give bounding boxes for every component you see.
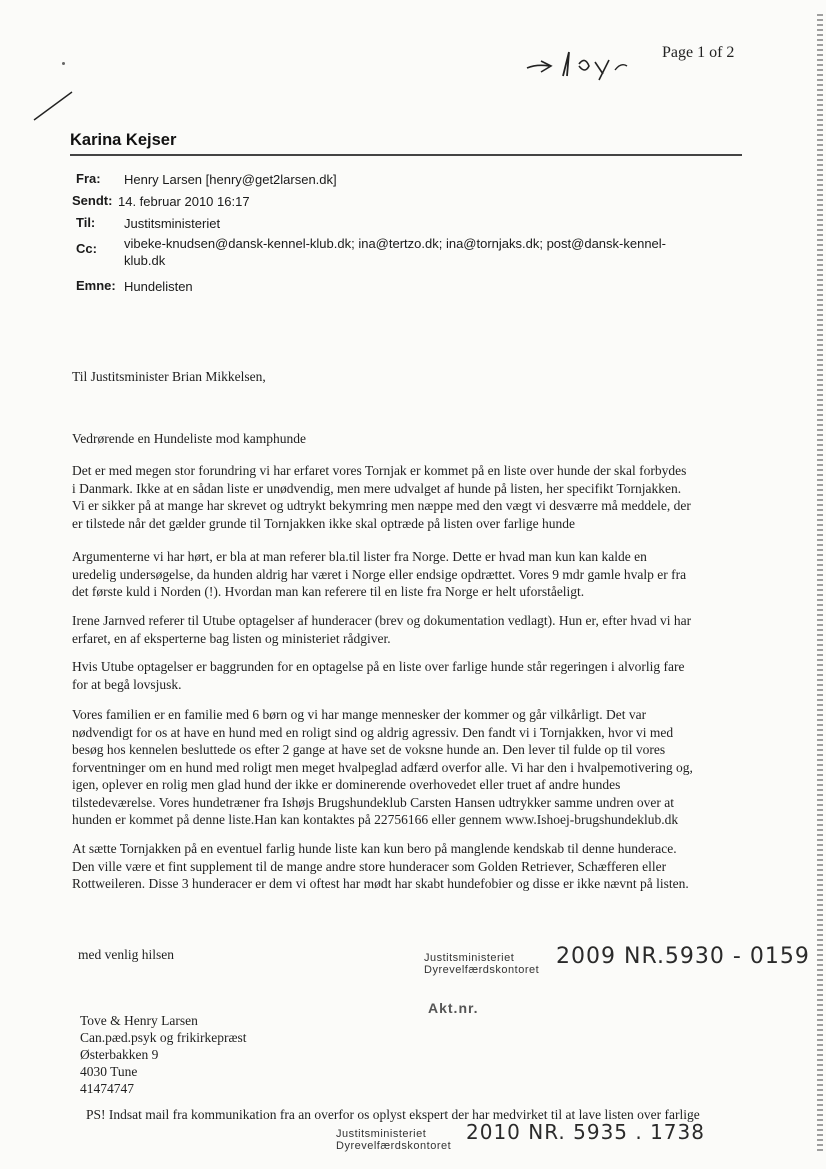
- text-line: uredelig undersøgelse, da hunden aldrig har været i Norge eller endsige opdrættet. Vores 9 mdr gamle hvalp er fra: [72, 566, 687, 582]
- paragraph: [72, 706, 752, 829]
- sender-name: Karina Kejser: [70, 131, 177, 149]
- header-value: Justitsministeriet: [124, 216, 221, 231]
- text-line: for at begå lovsjusk.: [72, 676, 182, 692]
- signature-line: Can.pæd.psyk og frikirkepræst: [80, 1030, 247, 1045]
- scan-edge-marks: [817, 14, 823, 1154]
- handwritten-annotation: [523, 42, 643, 82]
- text-line: igen, oplever en rolig men glad hund der ikke er dominerende overhovedet eller truet af andre hundes: [72, 777, 621, 792]
- header-value: Henry Larsen [henry@get2larsen.dk]: [124, 172, 337, 187]
- text-line: Vi er sikker på at mange har skrevet og udtrykt bekymring men næppe med den vægt vi desværre må meddele, der: [72, 498, 691, 513]
- cc-line: klub.dk: [124, 253, 166, 268]
- handwritten-slash-mark: [28, 86, 78, 126]
- text-line: i Danmark. Ikke at en sådan liste er unødvendig, men mere udvalget af hunde på listen, her specifikt Tornjakken.: [72, 480, 682, 496]
- paragraph: [72, 612, 752, 647]
- header-label: Cc:: [76, 241, 97, 256]
- scan-speck: [62, 62, 65, 65]
- text-line: erfaret, en af eksperterne bag listen og ministeriet rådgiver.: [72, 630, 391, 646]
- text-line: Hvis Utube optagelser er baggrunden for en optagelse på en liste over farlige hunde står regeringen i alvorlig fare: [72, 659, 685, 674]
- text-line: det første kuld i Norden (!). Hvordan man kan referere til en liste fra Norge er helt uforståeligt.: [72, 584, 585, 599]
- cc-line: vibeke-knudsen@dansk-kennel-klub.dk; ina@tertzo.dk; ina@tornjaks.dk; post@dansk-kennel-: [124, 236, 667, 251]
- subject-line: Vedrørende en Hundeliste mod kamphunde: [72, 431, 306, 446]
- header-value: [124, 235, 714, 269]
- text-line: tilstedeværelse. Vores hundetræner fra Ishøjs Brugshundeklub Carsten Hansen udtrykker samme undren over at: [72, 794, 674, 810]
- page-number: Page 1 of 2: [662, 44, 735, 61]
- stamp-office: Dyrevelfærdskontoret: [336, 1140, 452, 1152]
- text-line: Argumenterne vi har hørt, er bla at man referer bla.til lister fra Norge. Dette er hvad man kun kan kalde en: [72, 549, 647, 564]
- text-line: Irene Jarnved referer til Utube optagelser af hunderacer (brev og dokumentation vedlagt). Hun er, efter hvad vi har: [72, 613, 692, 628]
- ps-note: PS! Indsat mail fra kommunikation fra an overfor os oplyst ekspert der har medvirket til at lave listen over farlige: [86, 1107, 700, 1122]
- text-line: besøg hos kennelen besluttede os efter 2 gange at have set de voksne hunde an. Den lever til fulde op til vores: [72, 742, 666, 757]
- text-line: Rottweileren. Disse 3 hunderacer er dem vi oftest har mødt har skabt hundefobier og disse er ikke nævnt på listen.: [72, 876, 689, 891]
- signature-line: Tove & Henry Larsen: [80, 1013, 198, 1028]
- paragraph: [72, 548, 752, 601]
- registration-stamp: [424, 952, 539, 976]
- paragraph: [72, 840, 752, 893]
- stamp-office: Dyrevelfærdskontoret: [424, 964, 540, 976]
- signature-block: [80, 1012, 247, 1097]
- paragraph: [72, 462, 752, 532]
- header-label: Til:: [76, 215, 96, 230]
- text-line: Den ville være et fint supplement til de mange andre store hunderacer som Golden Retriever, Schæfferen eller: [72, 858, 667, 874]
- paragraph: [72, 658, 752, 693]
- header-label: Sendt:: [72, 193, 113, 208]
- stamp-number: 2009 NR.5930 - 0159: [556, 944, 810, 969]
- closing: med venlig hilsen: [78, 947, 174, 962]
- text-line: forventninger om en hund med roligt men meget hvalpeglad adfærd overfor alle. Vi har den i hvalpemotivering og,: [72, 759, 693, 775]
- stamp-ministry: Justitsministeriet: [424, 952, 515, 964]
- text-line: er tilstede når det gælder grunde til Tornjakken ikke skal optræde på listen over farlige hunde: [72, 515, 576, 531]
- sender-divider: [70, 154, 742, 156]
- salutation: Til Justitsminister Brian Mikkelsen,: [72, 369, 266, 384]
- signature-line: Østerbakken 9: [80, 1047, 159, 1062]
- stamp-number: 2010 NR. 5935 . 1738: [466, 1120, 705, 1144]
- header-label: Fra:: [76, 171, 101, 186]
- text-line: Vores familien er en familie med 6 børn og vi har mange mennesker der kommer og går vilkårligt. Det var: [72, 707, 647, 722]
- text-line: At sætte Tornjakken på en eventuel farlig hunde liste kan kun bero på manglende kendskab til denne hunderace.: [72, 841, 677, 856]
- registration-stamp: [336, 1128, 451, 1152]
- signature-line: 41474747: [80, 1081, 134, 1096]
- akt-number-label: Akt.nr.: [428, 1000, 479, 1016]
- header-value: Hundelisten: [124, 279, 193, 294]
- header-value: 14. februar 2010 16:17: [118, 194, 250, 209]
- header-label: Emne:: [76, 278, 116, 293]
- stamp-ministry: Justitsministeriet: [336, 1128, 427, 1140]
- text-line: hunden er kommet på denne liste.Han kan kontaktes på 22756166 eller gennem www.Ishoej-brugshundeklub.dk: [72, 812, 679, 827]
- signature-line: 4030 Tune: [80, 1064, 138, 1079]
- text-line: nødvendigt for os at have en hund med en roligt sind og aldrig agressiv. Den fandt vi i Tornjakken, hvor vi med: [72, 724, 674, 740]
- text-line: Det er med megen stor forundring vi har erfaret vores Tornjak er kommet på en liste over hunde der skal forbydes: [72, 463, 687, 478]
